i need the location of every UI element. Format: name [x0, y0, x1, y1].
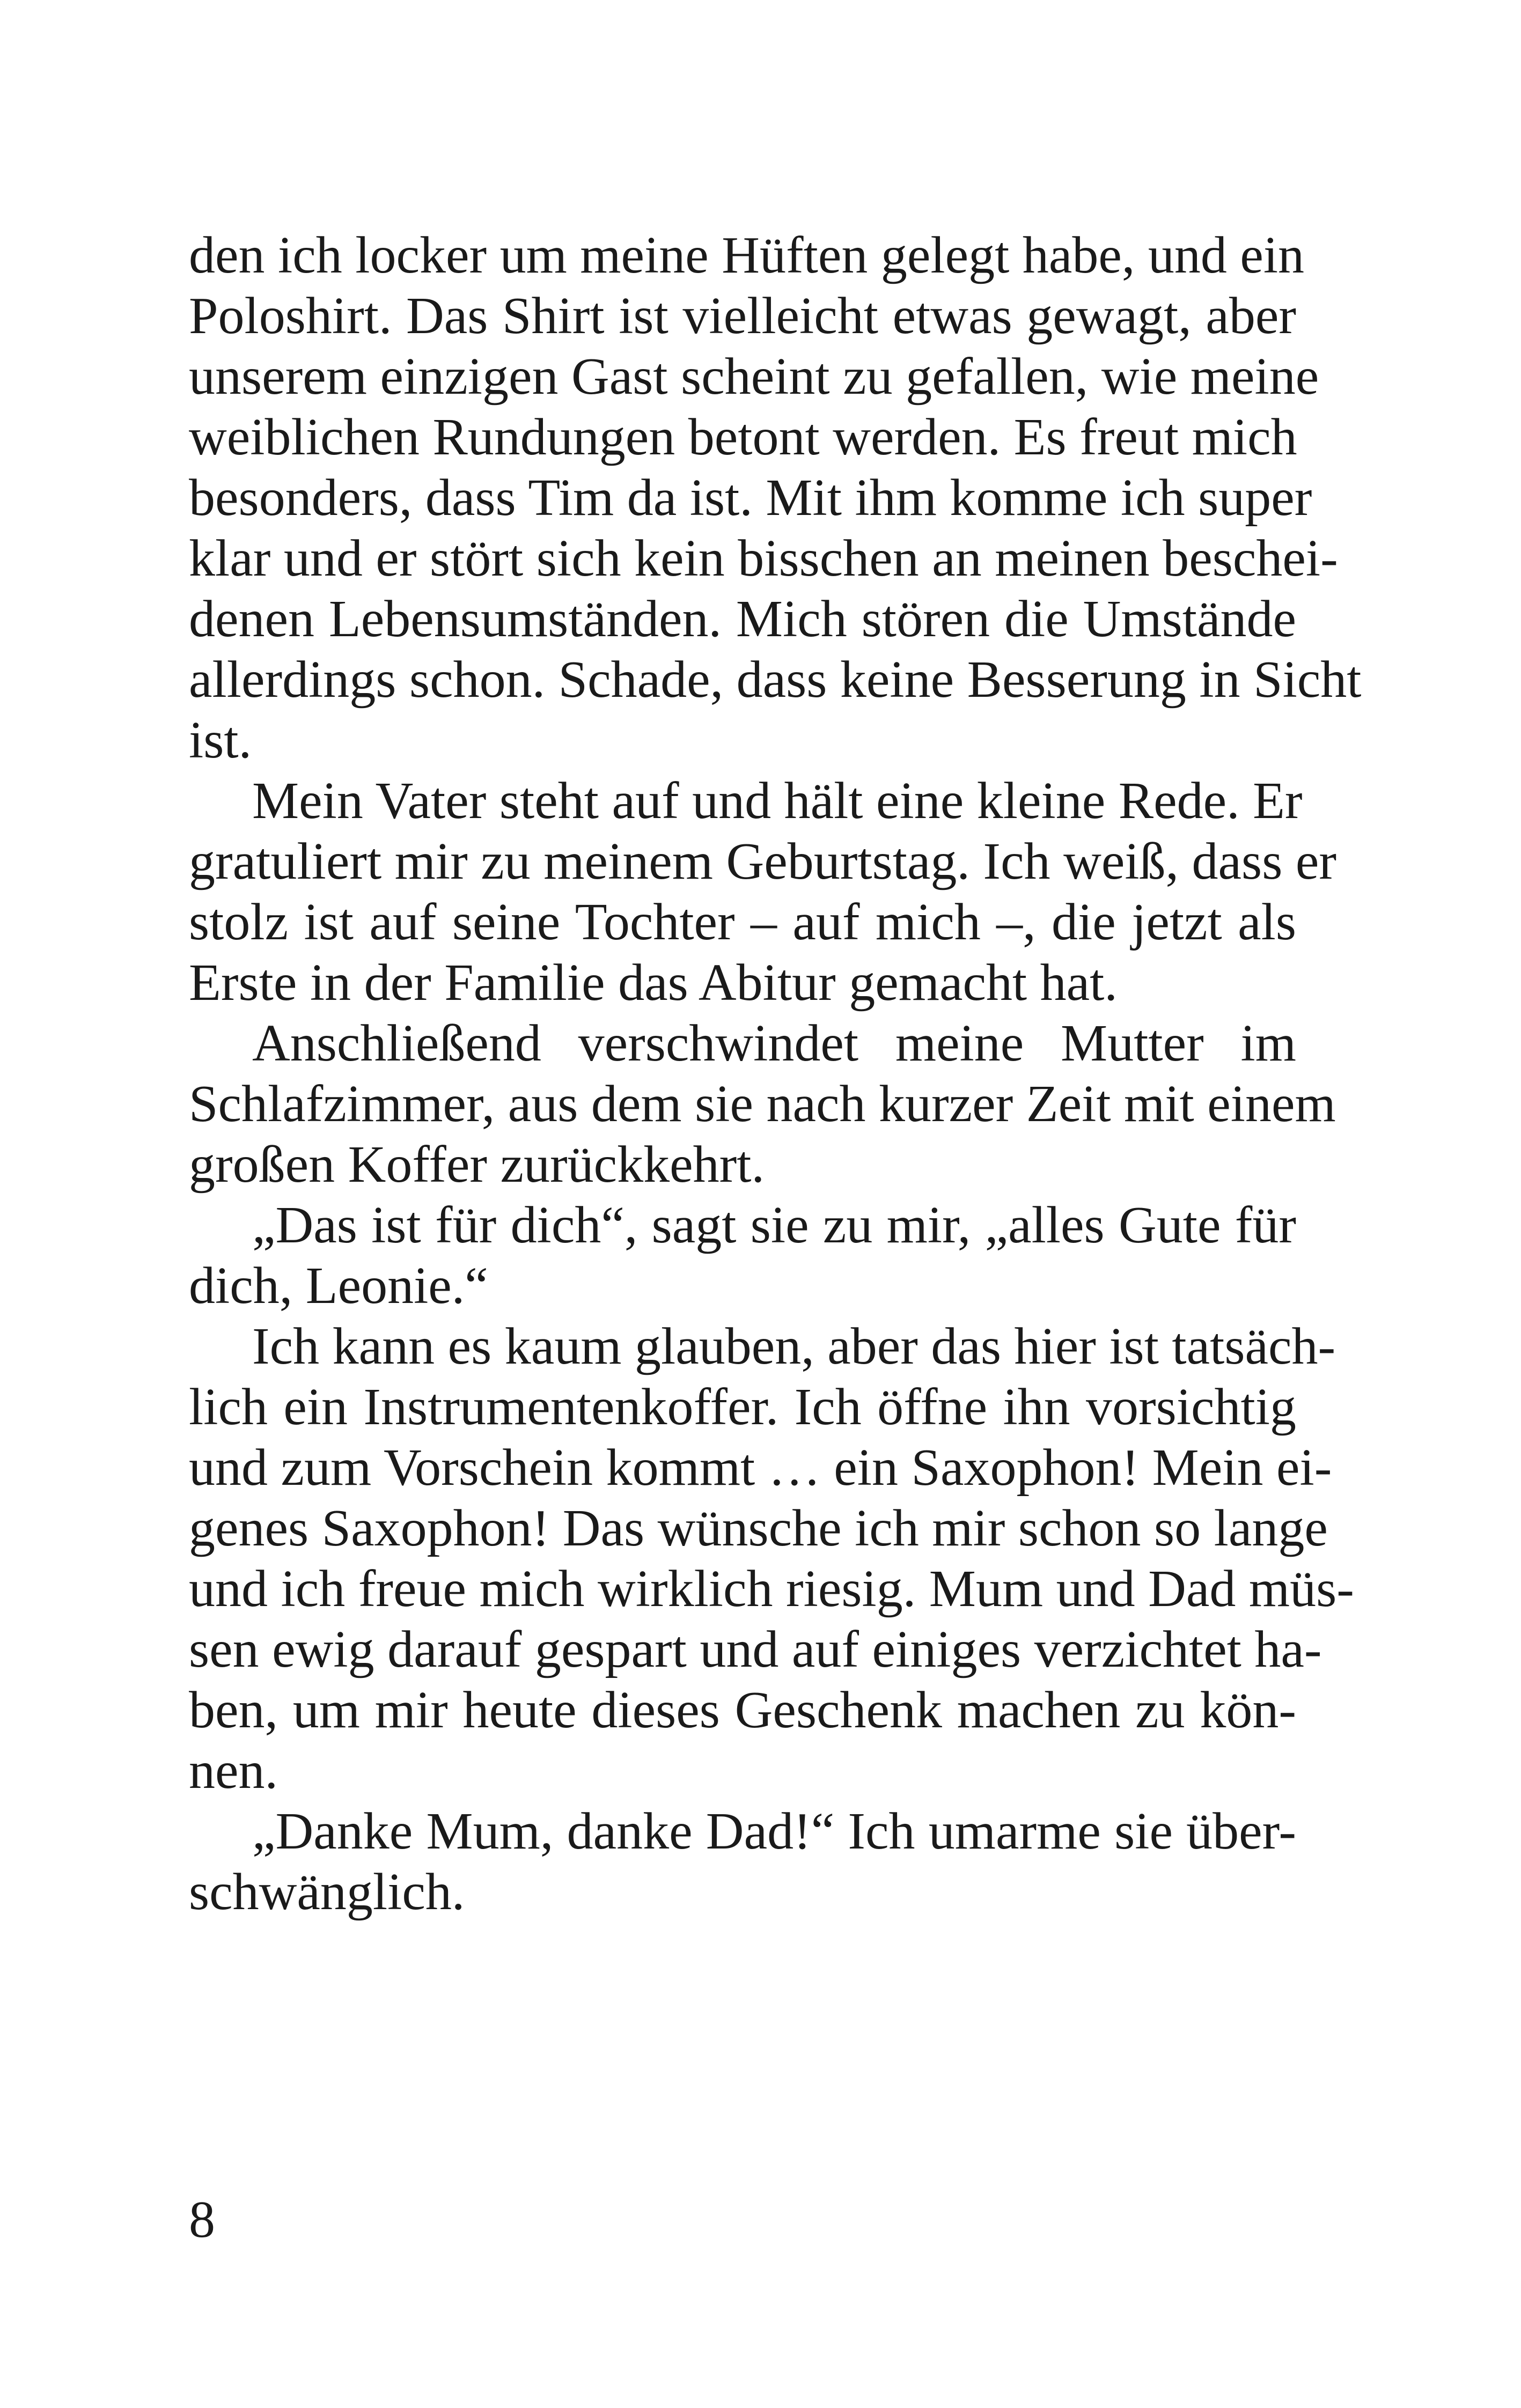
text-line: klar und er stört sich kein bisschen an meinen beschei- [189, 529, 1338, 587]
text-line: gratuliert mir zu meinem Geburtstag. Ich weiß, dass er [189, 833, 1336, 890]
body-text [189, 225, 1362, 1923]
text-line: denen Lebensumständen. Mich stören die Umstände [189, 590, 1296, 648]
text-line: Anschließend verschwindet meine Mutter im [252, 1014, 1296, 1072]
text-line: weiblichen Rundungen betont werden. Es freut mich [189, 408, 1297, 466]
text-line: nen. [189, 1742, 278, 1800]
text-line: Schlafzimmer, aus dem sie nach kurzer Zeit mit einem [189, 1075, 1336, 1133]
page-number: 8 [189, 2191, 215, 2249]
text-line: allerdings schon. Schade, dass keine Besserung in Sicht [189, 651, 1362, 709]
text-line: „Das ist für dich“, sagt sie zu mir, „alles Gute für [252, 1196, 1296, 1254]
text-line: ben, um mir heute dieses Geschenk machen zu kön- [189, 1681, 1296, 1739]
text-line: Mein Vater steht auf und hält eine kleine Rede. Er [252, 772, 1303, 830]
text-line: Ich kann es kaum glauben, aber das hier ist tatsäch- [252, 1317, 1336, 1375]
text-line: „Danke Mum, danke Dad!“ Ich umarme sie über- [252, 1802, 1296, 1860]
text-line: schwänglich. [189, 1863, 465, 1921]
text-line: sen ewig darauf gespart und auf einiges verzichtet ha- [189, 1621, 1322, 1678]
text-line: lich ein Instrumentenkoffer. Ich öffne ihn vorsichtig [189, 1378, 1296, 1436]
text-line: Erste in der Familie das Abitur gemacht hat. [189, 954, 1118, 1012]
text-line: genes Saxophon! Das wünsche ich mir schon so lange [189, 1499, 1328, 1557]
text-line: und zum Vorschein kommt … ein Saxophon! Mein ei- [189, 1439, 1332, 1497]
text-line: ist. [189, 711, 252, 769]
text-line: großen Koffer zurückkehrt. [189, 1136, 765, 1194]
text-line: Poloshirt. Das Shirt ist vielleicht etwas gewagt, aber [189, 287, 1296, 345]
text-line: und ich freue mich wirklich riesig. Mum und Dad müs- [189, 1560, 1354, 1618]
text-line: unserem einzigen Gast scheint zu gefallen, wie meine [189, 348, 1319, 406]
text-line: stolz ist auf seine Tochter – auf mich –, die jetzt als [189, 893, 1296, 951]
text-line: dich, Leonie.“ [189, 1257, 488, 1315]
text-line: den ich locker um meine Hüften gelegt habe, und ein [189, 226, 1305, 284]
text-line: besonders, dass Tim da ist. Mit ihm komme ich super [189, 469, 1312, 527]
